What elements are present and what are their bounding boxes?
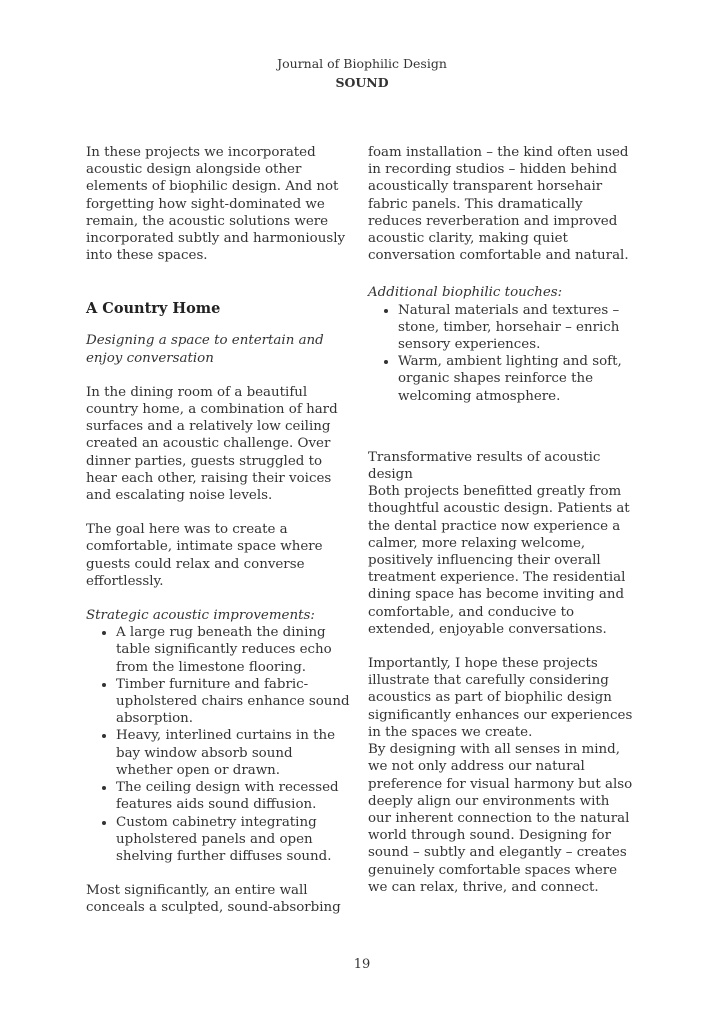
section-heading: A Country Home (86, 300, 221, 318)
results-title: Transformative results of acoustic design (368, 449, 601, 483)
page-number: 19 (353, 957, 371, 972)
list-item: • Timber furniture and fabric-upholstered chairs enhance sound absorption. (116, 676, 351, 728)
section-title: SOUND (335, 75, 389, 90)
list-item: • A large rug beneath the dining table significantly reduces echo from the limestone flooring. (116, 624, 351, 676)
paragraph: Both projects benefitted greatly from thoughtful acoustic design. Patients at the dental practice now experience a calmer, more relaxing welcome, positively influencing their overall treatment experience. The residential dining space has become inviting and comfortable, and conducive to extended, enjoyable conversations. (368, 484, 630, 637)
list-item: • Custom cabinetry integrating upholstered panels and open shelving further diffuses sound. (116, 814, 351, 866)
list-item: • Heavy, interlined curtains in the bay window absorb sound whether open or drawn. (116, 727, 351, 779)
left-column (86, 144, 351, 917)
paragraph: Importantly, I hope these projects illustrate that carefully considering acoustics as part of biophilic design significantly enhances our experiences in the spaces we create. (368, 656, 633, 740)
improvements-list (86, 624, 351, 865)
list-item: • Natural materials and textures – stone, timber, horsehair – enrich sensory experiences. (398, 302, 636, 354)
intro-paragraph: In these projects we incorporated acoustic design alongside other elements of biophilic design. And not forgetting how sight-dominated we remain, the acoustic solutions were incorporated subtly and harmoniously into these spaces. (86, 145, 346, 264)
paragraph: Most significantly, an entire wall conceals a sculpted, sound-absorbing (86, 883, 341, 916)
list-title: Additional biophilic touches: (368, 285, 563, 301)
page-header (0, 54, 724, 92)
list-item: • Warm, ambient lighting and soft, organic shapes reinforce the welcoming atmosphere. (398, 353, 636, 405)
touches-list (368, 302, 636, 405)
right-column (368, 144, 636, 896)
paragraph: foam installation – the kind often used in recording studios – hidden behind acoustically transparent horsehair fabric panels. This dramatically reduces reverberation and improved acoustic clarity, making quiet conversation comfortable and natural. (368, 145, 629, 264)
subheading: Designing a space to entertain and enjoy conversation (86, 333, 324, 366)
paragraph: In the dining room of a beautiful country home, a combination of hard surfaces and a relatively low ceiling created an acoustic challenge. Over dinner parties, guests struggled to hear each other, raising their voices and escalating noise levels. (86, 384, 338, 504)
journal-title: Journal of Biophilic Design (277, 56, 447, 71)
list-item: • The ceiling design with recessed features aids sound diffusion. (116, 779, 351, 813)
paragraph: The goal here was to create a comfortable, intimate space where guests could relax and converse effortlessly. (86, 522, 323, 589)
list-title: Strategic acoustic improvements: (86, 608, 315, 624)
paragraph: By designing with all senses in mind, we not only address our natural preference for visual harmony but also deeply align our environments with our inherent connection to the natural world through sound. Designing for sound – subtly and elegantly – creates genuinely comfortable spaces where we can relax, thrive, and connect. (368, 742, 633, 895)
